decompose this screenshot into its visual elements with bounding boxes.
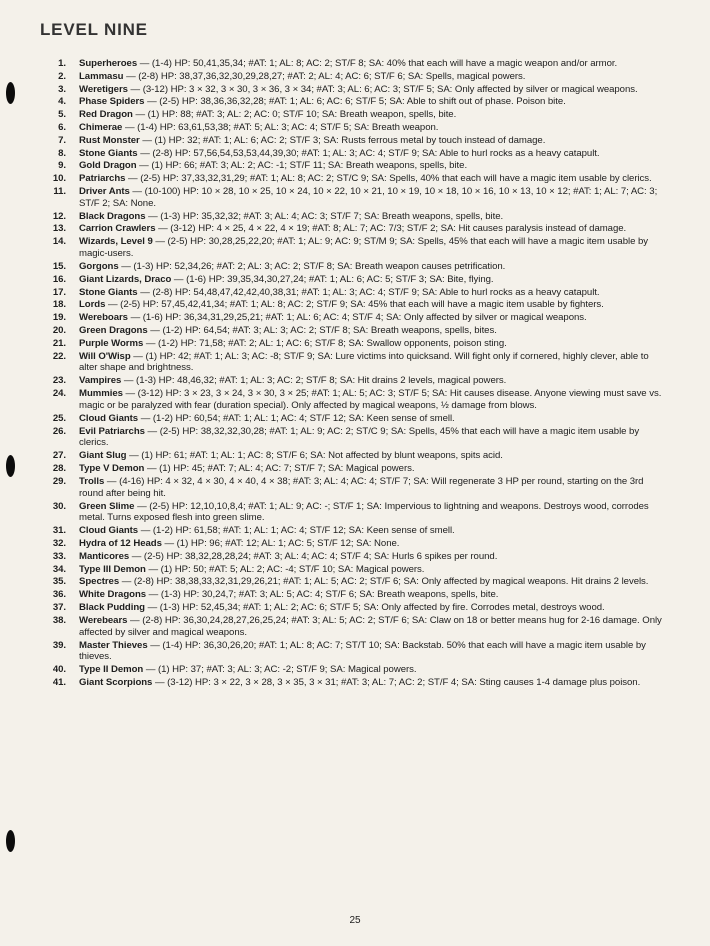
entry-number: 35.	[52, 576, 66, 588]
list-item	[44, 501, 666, 525]
entry-number: 30.	[52, 500, 66, 512]
entry-number: 6.	[58, 121, 66, 133]
list-item	[44, 96, 666, 108]
monster-name: Vampires	[79, 375, 122, 387]
list-item	[44, 122, 666, 134]
monster-name: Superheroes	[79, 58, 138, 69]
list-item	[44, 450, 666, 462]
monster-name: Giant Slug	[79, 450, 127, 462]
monster-stats: — (3-12) HP: 3 × 22, 3 × 28, 3 × 35, 3 × 31; #AT: 3; AL: 7; AC: 2; ST/F 4; SA: Sting causes 1-4 damage plus poison.	[152, 677, 641, 689]
list-item	[44, 160, 666, 172]
page-number: 25	[349, 915, 361, 926]
entry-number: 18.	[52, 299, 66, 311]
monster-name: Rust Monster	[79, 134, 140, 146]
entry-number: 15.	[52, 260, 66, 272]
monster-name: Driver Ants	[79, 185, 130, 197]
monster-stats: — (1-3) HP: 52,45,34; #AT: 1; AL: 2; AC: 6; ST/F 5; SA: Only affected by fire. Corrodes metal, destroys wood.	[144, 602, 605, 614]
monster-name: Will O'Wisp	[79, 350, 131, 362]
list-item	[44, 148, 666, 160]
entry-number: 9.	[58, 160, 66, 172]
entry-number: 34.	[52, 563, 66, 575]
list-item	[44, 664, 666, 676]
entry-number: 14.	[52, 236, 66, 248]
monster-name: Green Slime	[79, 500, 135, 512]
monster-stats: — (1-3) HP: 30,24,7; #AT: 3; AL: 5; AC: 4; ST/F 6; SA: Breath weapons, spells, bite.	[146, 589, 499, 601]
monster-name: Mummies	[79, 388, 123, 400]
binder-hole	[6, 455, 15, 477]
monster-stats: — (1) HP: 50; #AT: 5; AL: 2; AC: -4; ST/F 10; SA: Magical powers.	[145, 563, 425, 575]
monster-stats: — (1-3) HP: 48,46,32; #AT: 1; AL: 3; AC: 2; ST/F 8; SA: Hit drains 2 levels, magical powers.	[121, 375, 507, 387]
monster-name: Giant Scorpions	[79, 677, 153, 689]
list-item	[44, 615, 666, 639]
monster-stats: — (2-8) HP: 36,30,24,28,27,26,25,24; #AT: 3; AL: 5; AC: 2; ST/F 6; SA: Claw on 18 or better means hug for 2-16 damage. Only affected by silver and magical weapons.	[79, 614, 662, 638]
monster-stats: — (2-5) HP: 38,36,36,32,28; #AT: 1; AL: 6; AC: 6; ST/F 5; SA: Able to shift out of phase. Poison bite.	[144, 96, 566, 108]
monster-stats: — (1-2) HP: 64,54; #AT: 3; AL: 3; AC: 2; ST/F 8; SA: Breath weapons, spells, bites.	[147, 324, 497, 336]
list-item	[44, 589, 666, 601]
entry-number: 3.	[58, 83, 66, 95]
monster-name: Spectres	[79, 576, 120, 588]
monster-name: Weretigers	[79, 83, 128, 95]
list-item	[44, 312, 666, 324]
monster-name: White Dragons	[79, 589, 147, 601]
page-title: LEVEL NINE	[40, 20, 148, 39]
list-item	[44, 338, 666, 350]
entry-number: 28.	[52, 463, 66, 475]
list-item	[44, 426, 666, 450]
monster-stats: — (1-6) HP: 36,34,31,29,25,21; #AT: 1; AL: 6; AC: 4; ST/F 4; SA: Only affected by silver or magical weapons.	[127, 312, 587, 324]
monster-stats: — (2-8) HP: 38,38,33,32,31,29,26,21; #AT: 1; AL: 5; AC: 2; ST/F 6; SA: Only affected by magical weapons. Hit drains 2 levels.	[119, 576, 649, 588]
list-item	[44, 525, 666, 537]
monster-stats: — (10-100) HP: 10 × 28, 10 × 25, 10 × 24, 10 × 22, 10 × 21, 10 × 19, 10 × 18, 10 × 16, 10 × 13, 10 × 12; #AT: 1; AL: 7; AC: 3; ST/F 2; SA: None.	[79, 185, 658, 209]
monster-stats: — (2-5) HP: 38,32,28,28,24; #AT: 3; AL: 4; AC: 4; ST/F 4; SA: Hurls 6 spikes per round.	[129, 550, 498, 562]
monster-name: Gold Dragon	[79, 160, 137, 172]
monster-name: Type II Demon	[79, 664, 144, 676]
monster-stats: — (1-4) HP: 50,41,35,34; #AT: 1; AL: 8; AC: 2; ST/F 8; SA: 40% that each will have a magic weapon and/or armor.	[137, 58, 618, 69]
entry-number: 25.	[52, 412, 66, 424]
entry-number: 19.	[52, 312, 66, 324]
monster-name: Stone Giants	[79, 286, 138, 298]
entry-number: 22.	[52, 350, 66, 362]
entry-number: 13.	[52, 223, 66, 235]
monster-name: Manticores	[79, 550, 130, 562]
monster-stats: — (2-5) HP: 37,33,32,31,29; #AT: 1; AL: 8; AC: 2; ST/C 9; SA: Spells, 40% that each will have a magic item usable by clerics.	[125, 173, 652, 185]
monster-name: Evil Patriarchs	[79, 425, 145, 437]
monster-stats: — (1) HP: 88; #AT: 3; AL: 2; AC: 0; ST/F 10; SA: Breath weapon, spells, bite.	[132, 109, 457, 121]
entry-number: 40.	[52, 664, 66, 676]
monster-name: Patriarchs	[79, 173, 126, 185]
list-item	[44, 71, 666, 83]
monster-stats: — (2-5) HP: 30,28,25,22,20; #AT: 1; AL: 9; AC: 9; ST/M 9; SA: Spells, 45% that each will have a magic item usable by magic-users.	[79, 236, 648, 260]
monster-name: Red Dragon	[79, 109, 133, 121]
monster-stats: — (2-5) HP: 38,32,32,30,28; #AT: 1; AL: 9; AC: 2; ST/C 9; SA: Spells, 45% that each will have a magic item usable by clerics.	[79, 425, 640, 449]
list-item	[44, 640, 666, 664]
monster-stats: — (1) HP: 42; #AT: 1; AL: 3; AC: -8; ST/F 9; SA: Lure victims into quicksand. Will fight only if cornered, highly clever, able to alter shape and brightness.	[79, 350, 649, 374]
monster-name: Lords	[79, 299, 106, 311]
monster-stats: — (4-16) HP: 4 × 32, 4 × 30, 4 × 40, 4 × 38; #AT: 3; AL: 4; AC: 4; ST/F 7; SA: Will regenerate 3 HP per round, starting on the 3rd round after being hit.	[79, 475, 644, 499]
monster-name: Black Dragons	[79, 210, 146, 222]
list-item	[44, 299, 666, 311]
monster-stats: — (1-4) HP: 63,61,53,38; #AT: 5; AL: 3; AC: 4; ST/F 5; SA: Breath weapon.	[122, 121, 439, 133]
monster-stats: — (1-3) HP: 35,32,32; #AT: 3; AL: 4; AC: 3; ST/F 7; SA: Breath weapons, spells, bite.	[145, 210, 504, 222]
monster-stats: — (1-2) HP: 61,58; #AT: 1; AL: 1; AC: 4; ST/F 12; SA: Keen sense of smell.	[138, 525, 455, 537]
entry-number: 4.	[58, 96, 66, 108]
binder-hole	[6, 82, 15, 104]
entry-number: 11.	[53, 185, 66, 197]
monster-stats: — (1-2) HP: 60,54; #AT: 1; AL: 1; AC: 4; ST/F 12; SA: Keen sense of smell.	[138, 412, 455, 424]
list-item	[44, 211, 666, 223]
entry-number: 39.	[52, 639, 66, 651]
monster-stats: — (1) HP: 96; #AT: 12; AL: 1; AC: 5; ST/F 12; SA: None.	[161, 538, 400, 550]
monster-stats: — (1-4) HP: 36,30,26,20; #AT: 1; AL: 8; AC: 7; ST/T 10; SA: Backstab. 50% that each will have a magic item usable by thieves.	[79, 639, 646, 663]
monster-stats: — (2-8) HP: 38,37,36,32,30,29,28,27; #AT: 2; AL: 4; AC: 6; ST/F 6; SA: Spells, magical powers.	[123, 70, 526, 82]
entry-number: 5.	[58, 109, 66, 121]
entry-number: 29.	[52, 475, 66, 487]
monster-stats: — (1-2) HP: 71,58; #AT: 2; AL: 1; AC: 6; ST/F 8; SA: Swallow opponents, poison sting.	[143, 337, 507, 349]
list-item	[44, 261, 666, 273]
entry-number: 7.	[58, 134, 66, 146]
monster-name: Phase Spiders	[79, 96, 145, 108]
monster-stats: — (3-12) HP: 4 × 25, 4 × 22, 4 × 19; #AT: 8; AL: 7; AC: 7/3; ST/F 2; SA: Hit causes paralysis instead of damage.	[155, 223, 627, 235]
list-item	[44, 476, 666, 500]
monster-name: Green Dragons	[79, 324, 148, 336]
entry-number: 20.	[52, 324, 66, 336]
monster-name: Hydra of 12 Heads	[79, 538, 162, 550]
list-item	[44, 413, 666, 425]
monster-name: Giant Lizards, Draco	[79, 273, 172, 285]
list-item	[44, 677, 666, 689]
entry-number: 10.	[52, 173, 66, 185]
list-item	[44, 186, 666, 210]
monster-name: Purple Worms	[79, 337, 144, 349]
monster-name: Chimerae	[79, 121, 123, 133]
entry-number: 23.	[52, 375, 66, 387]
monster-name: Trolls	[79, 475, 105, 487]
monster-stats: — (3-12) HP: 3 × 32, 3 × 30, 3 × 36, 3 × 34; #AT: 3; AL: 6; AC: 3; ST/F 5; SA: Only affected by silver or magical weapons.	[127, 83, 638, 95]
list-item	[44, 135, 666, 147]
monster-name: Wereboars	[79, 312, 128, 324]
list-item	[44, 223, 666, 235]
list-item	[44, 236, 666, 260]
list-item	[44, 551, 666, 563]
monster-stats: — (1-6) HP: 39,35,34,30,27,24; #AT: 1; AL: 6; AC: 5; ST/F 3; SA: Bite, flying.	[171, 273, 494, 285]
list-item	[44, 58, 666, 70]
monster-name: Master Thieves	[79, 639, 148, 651]
binder-hole	[6, 830, 15, 852]
list-item	[44, 564, 666, 576]
list-item	[44, 274, 666, 286]
entry-number: 31.	[52, 525, 66, 537]
list-item	[44, 602, 666, 614]
entry-number: 27.	[52, 450, 66, 462]
monster-stats: — (1) HP: 66; #AT: 3; AL: 2; AC: -1; ST/F 11; SA: Breath weapons, spells, bite.	[136, 160, 468, 172]
entry-number: 8.	[58, 147, 66, 159]
entry-number: 36.	[52, 589, 66, 601]
monster-name: Cloud Giants	[79, 525, 139, 537]
monster-name: Carrion Crawlers	[79, 223, 156, 235]
monster-name: Stone Giants	[79, 147, 138, 159]
entry-number: 37.	[52, 602, 66, 614]
list-item	[44, 84, 666, 96]
monster-stats: — (2-5) HP: 57,45,42,41,34; #AT: 1; AL: 8; AC: 2; ST/F 9; SA: 45% that each will have a magic item usable by fighters.	[105, 299, 604, 311]
list-item	[44, 351, 666, 375]
monster-stats: — (3-12) HP: 3 × 23, 3 × 24, 3 × 30, 3 × 25; #AT: 1; AL: 5; AC: 3; ST/F 5; SA: Hit causes disease. Anyone viewing must save vs. magic or be paralyzed with fear (duration special). Only affected by magical weapons, ½ damage from blows.	[79, 388, 662, 411]
monster-name: Werebears	[79, 614, 128, 626]
monster-name: Lammasu	[79, 70, 124, 82]
monster-stats: — (2-5) HP: 12,10,10,8,4; #AT: 1; AL: 9; AC: -; ST/F 1; SA: Impervious to lightning and weapons. Destroys wood, corrodes metal. Turns exposed flesh into green slime.	[79, 500, 649, 524]
monster-stats: — (2-8) HP: 57,56,54,53,53,44,39,30; #AT: 1; AL: 3; AC: 4; ST/F 9; SA: Able to hurl rocks as a heavy catapult.	[137, 147, 600, 159]
monster-stats: — (2-8) HP: 54,48,47,42,42,40,38,31; #AT: 1; AL: 3; AC: 4; ST/F 9; SA: Able to hurl rocks as a heavy catapult.	[137, 286, 600, 298]
entry-number: 1.	[58, 58, 66, 69]
entry-number: 26.	[52, 425, 66, 437]
list-item	[44, 325, 666, 337]
monster-stats: — (1-3) HP: 52,34,26; #AT: 2; AL: 3; AC: 2; ST/F 8; SA: Breath weapon causes petrification.	[118, 260, 506, 272]
list-item	[44, 109, 666, 121]
monster-name: Black Pudding	[79, 602, 145, 614]
monster-name: Gorgons	[79, 260, 119, 272]
monster-name: Wizards, Level 9	[79, 236, 153, 248]
monster-name: Type III Demon	[79, 563, 146, 575]
monster-stats: — (1) HP: 37; #AT: 3; AL: 3; AC: -2; ST/F 9; SA: Magical powers.	[143, 664, 417, 676]
entry-number: 17.	[52, 286, 66, 298]
monster-name: Cloud Giants	[79, 412, 139, 424]
monster-stats: — (1) HP: 32; #AT: 1; AL: 6; AC: 2; ST/F 3; SA: Rusts ferrous metal by touch instead of damage.	[139, 134, 546, 146]
monster-stats: — (1) HP: 45; #AT: 7; AL: 4; AC: 7; ST/F 7; SA: Magical powers.	[144, 463, 415, 475]
monster-name: Type V Demon	[79, 463, 145, 475]
entry-number: 32.	[52, 538, 66, 550]
entry-number: 38.	[52, 614, 66, 626]
list-item	[44, 375, 666, 387]
entry-number: 2.	[58, 70, 66, 82]
entry-number: 33.	[52, 550, 66, 562]
monster-stats: — (1) HP: 61; #AT: 1; AL: 1; AC: 8; ST/F 6; SA: Not affected by blunt weapons, spits acid.	[126, 450, 503, 462]
list-item	[44, 173, 666, 185]
entry-number: 12.	[52, 210, 66, 222]
entry-number: 16.	[52, 273, 66, 285]
list-item	[44, 388, 666, 412]
entry-number: 41.	[52, 677, 66, 689]
entry-number: 21.	[52, 337, 66, 349]
list-item	[44, 463, 666, 475]
entry-number: 24.	[52, 388, 66, 400]
encounter-list	[44, 58, 666, 690]
list-item	[44, 538, 666, 550]
list-item	[44, 576, 666, 588]
list-item	[44, 287, 666, 299]
